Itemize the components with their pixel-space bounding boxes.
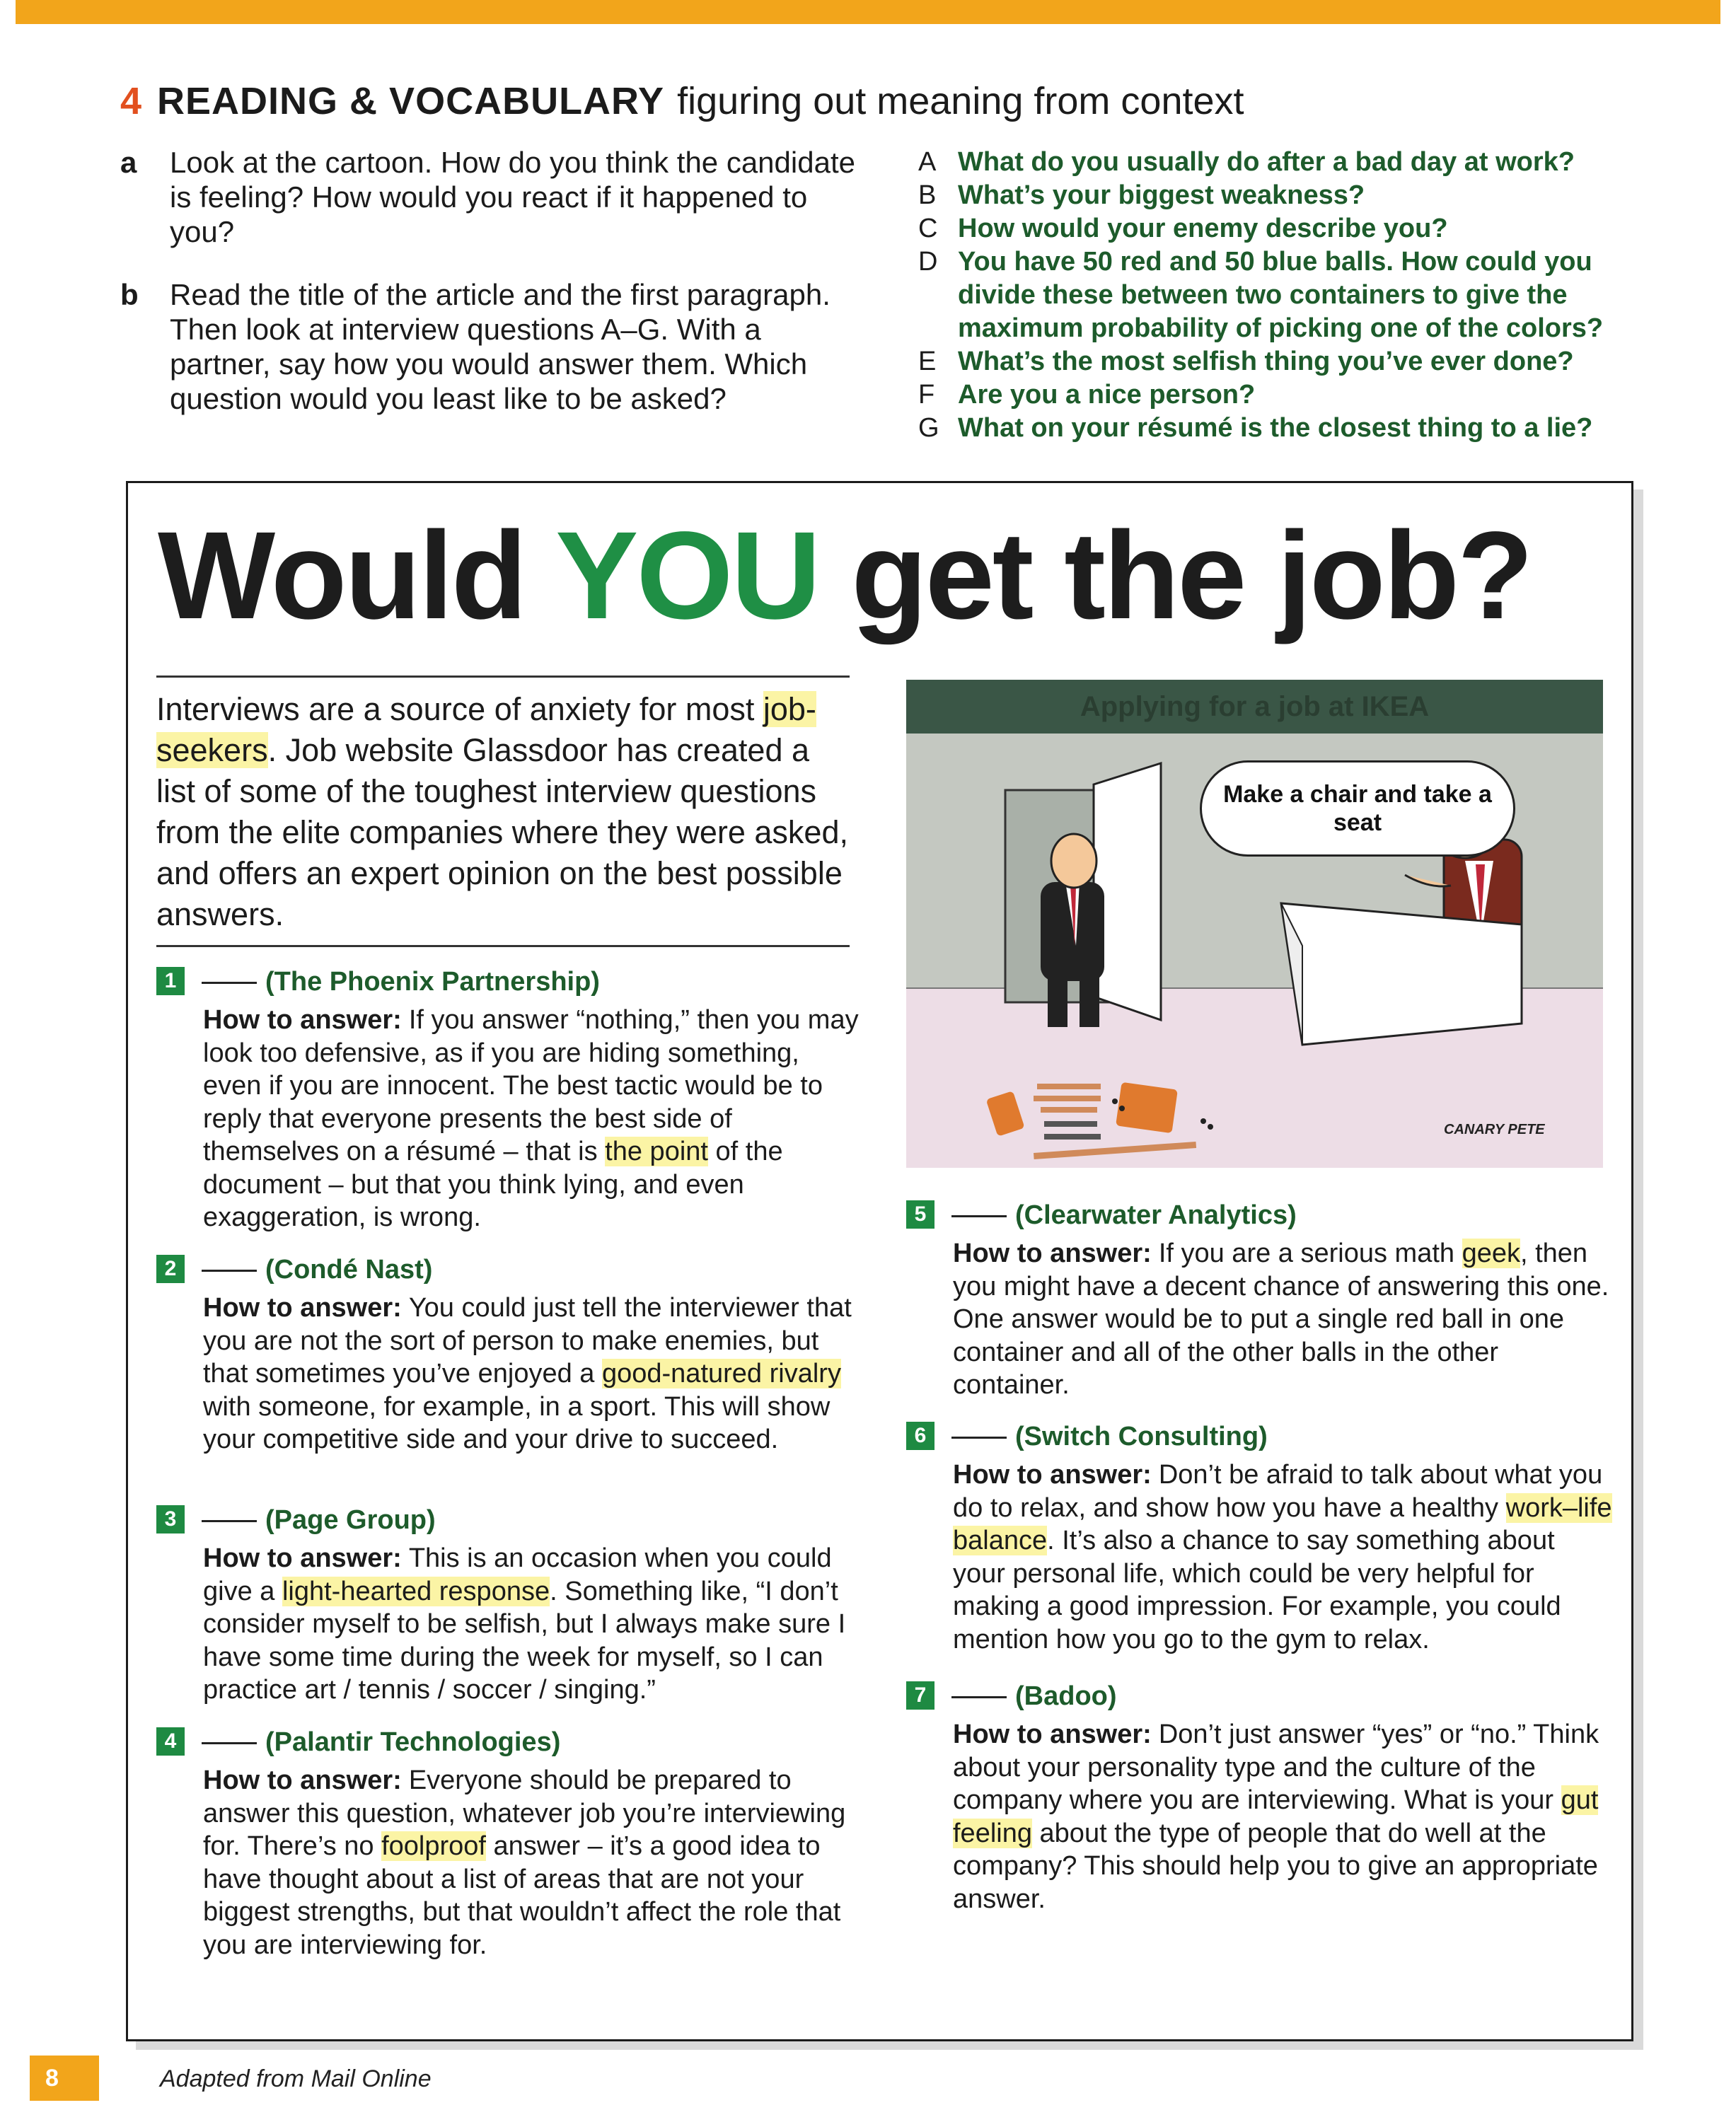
question-text: What’s the most selfish thing you’ve ever done? — [958, 347, 1574, 376]
answer-text: . It’s also a chance to say something about your personal life, which could be very helpful for making a good impression. For example, you could mention how you go to the gym to relax. — [953, 1526, 1561, 1654]
page-number: 8 — [30, 2056, 99, 2101]
question-item — [918, 179, 1626, 212]
answer-text: about the type of people that do well at the company? This should help you to give an appropriate answer. — [953, 1818, 1598, 1914]
answer-body — [203, 1292, 864, 1456]
answer-4 — [156, 1724, 864, 1961]
answer-number: 3 — [156, 1505, 185, 1533]
answer-body — [953, 1459, 1614, 1656]
how-to-answer-label: How to answer: — [953, 1720, 1152, 1749]
answer-blank[interactable] — [202, 1520, 257, 1522]
answer-heading — [906, 1419, 1614, 1454]
answer-company: (Badoo) — [1015, 1681, 1117, 1711]
top-color-bar — [16, 0, 1720, 24]
question-letter: F — [918, 380, 935, 410]
answer-company: (Clearwater Analytics) — [1015, 1200, 1297, 1230]
answer-number: 2 — [156, 1255, 185, 1283]
answer-blank[interactable] — [951, 1696, 1007, 1698]
intro-text: . Job website Glassdoor has created a list of some of the toughest interview questions from the elite companies where they were asked, and offers an expert opinion on the best possible answers. — [156, 732, 848, 932]
answer-company: (The Phoenix Partnership) — [265, 967, 600, 997]
answer-blank[interactable] — [951, 1437, 1007, 1439]
answer-heading — [156, 1724, 864, 1760]
cartoon-caption: Applying for a job at IKEA — [906, 680, 1603, 734]
vocab-highlight: foolproof — [381, 1831, 486, 1861]
vocab-highlight: geek — [1462, 1239, 1520, 1268]
answer-number: 6 — [906, 1422, 934, 1450]
answer-blank[interactable] — [951, 1215, 1007, 1217]
answer-heading — [906, 1679, 1614, 1714]
task-text: Look at the cartoon. How do you think the candidate is feeling? How would you react if it happened to you? — [170, 146, 855, 248]
speech-bubble: Make a chair and take a seat — [1200, 760, 1515, 857]
headline-you: YOU — [555, 506, 819, 645]
answer-text: with someone, for example, in a sport. This will show your competitive side and your drive to succeed. — [203, 1391, 831, 1454]
how-to-answer-label: How to answer: — [203, 1766, 402, 1795]
answer-body — [203, 1542, 864, 1707]
task-b — [120, 277, 856, 416]
ikea-cartoon — [906, 680, 1603, 1168]
task-text: Read the title of the article and the first paragraph. Then look at interview questions A–G. With a partner, say how you would answer them. Which question would you least like to be asked? — [170, 278, 831, 415]
question-text: How would your enemy describe you? — [958, 214, 1448, 243]
article-headline — [158, 504, 1532, 647]
question-item — [918, 378, 1626, 412]
answer-text: You could just tell the interviewer that you are not the sort of person to make enemies, but that sometimes you’ve enjoyed a — [203, 1293, 852, 1388]
answer-company: (Switch Consulting) — [1015, 1422, 1268, 1451]
answer-company: (Palantir Technologies) — [265, 1727, 561, 1757]
headline-part1: Would — [158, 506, 526, 645]
answer-text: If you are a serious math — [1158, 1239, 1462, 1268]
answer-heading — [906, 1198, 1614, 1233]
how-to-answer-label: How to answer: — [953, 1460, 1152, 1490]
answer-text: Everyone should be prepared to answer this question, whatever job you’re interviewing for. There’s no — [203, 1766, 846, 1861]
question-letter: B — [918, 180, 937, 210]
question-item — [918, 212, 1626, 245]
answer-blank[interactable] — [202, 1742, 257, 1744]
section-number: 4 — [120, 80, 142, 122]
question-letter: D — [918, 247, 938, 277]
answer-text: If you answer “nothing,” then you may look too defensive, as if you are hiding something, even if you are innocent. The best tactic would be to reply that everyone presents the best side of themselves on a résumé – that is — [203, 1005, 859, 1166]
vocab-highlight: the point — [605, 1137, 708, 1166]
answer-heading — [156, 1502, 864, 1538]
answer-2 — [156, 1252, 864, 1456]
answer-body — [953, 1237, 1614, 1402]
answer-body — [953, 1718, 1614, 1915]
answer-blank[interactable] — [202, 982, 257, 984]
vocab-highlight: gut feeling — [953, 1785, 1599, 1848]
question-item — [918, 412, 1626, 445]
answer-5 — [906, 1198, 1614, 1402]
answer-number: 5 — [906, 1200, 934, 1229]
how-to-answer-label: How to answer: — [203, 1005, 402, 1035]
answer-body — [203, 1004, 864, 1234]
answer-company: (Condé Nast) — [265, 1255, 433, 1285]
question-letter: C — [918, 214, 938, 243]
section-title: READING & VOCABULARY — [157, 80, 665, 122]
question-text: What do you usually do after a bad day at work? — [958, 147, 1575, 177]
answer-text: Don’t just answer “yes” or “no.” Think about your personality type and the culture of the company where you are interviewing. What is your — [953, 1720, 1599, 1815]
interview-questions — [918, 146, 1626, 445]
question-item — [918, 146, 1626, 179]
question-letter: G — [918, 413, 939, 443]
intro-text: Interviews are a source of anxiety for most — [156, 691, 763, 727]
vocab-highlight: good-natured rivalry — [601, 1359, 841, 1388]
answer-body — [203, 1764, 864, 1961]
intro-highlight: job-seekers — [156, 691, 816, 768]
answer-number: 4 — [156, 1727, 185, 1756]
question-letter: A — [918, 147, 937, 177]
how-to-answer-label: How to answer: — [203, 1293, 402, 1323]
task-letter: a — [120, 146, 137, 179]
question-letter: E — [918, 347, 937, 376]
section-header — [120, 79, 1244, 123]
headline-part2: get the job? — [851, 506, 1532, 645]
question-item — [918, 345, 1626, 378]
vocab-highlight: light-hearted response — [282, 1576, 550, 1606]
task-letter: b — [120, 278, 139, 311]
article-intro — [156, 676, 850, 947]
how-to-answer-label: How to answer: — [953, 1239, 1152, 1268]
question-text: Are you a nice person? — [958, 380, 1256, 410]
answer-text: , then you might have a decent chance of answering this one. One answer would be to put a single red ball in one container and all of the other balls in the other container. — [953, 1239, 1609, 1400]
question-text: You have 50 red and 50 blue balls. How could you divide these between two containers to give the maximum probability of picking one of the colors? — [958, 247, 1604, 343]
answer-text: . Something like, “I don’t consider myself to be selfish, but I always make sure I have some time during the week for myself, so I can practice art / tennis / soccer / singing.” — [203, 1576, 846, 1705]
section-subtitle: figuring out meaning from context — [677, 80, 1244, 122]
answer-company: (Page Group) — [265, 1505, 436, 1535]
question-item — [918, 245, 1626, 345]
cartoonist-signature: CANARY PETE — [1444, 1122, 1545, 1137]
answer-text: of the document – but that you think lying, and even exaggeration, is wrong. — [203, 1137, 783, 1232]
answer-1 — [156, 964, 864, 1234]
answer-text: Don’t be afraid to talk about what you do to relax, and show how you have a healthy — [953, 1460, 1603, 1523]
question-text: What’s your biggest weakness? — [958, 180, 1365, 210]
article-box — [126, 481, 1633, 2041]
answer-heading — [156, 1252, 864, 1287]
answer-blank[interactable] — [202, 1270, 257, 1272]
cartoon-door — [1094, 763, 1161, 1020]
answer-text: answer – it’s a good idea to have thought about a list of areas that are not your biggest strengths, but that wouldn’t affect the role that you are interviewing for. — [203, 1831, 841, 1960]
vocab-highlight: work–life balance — [953, 1492, 1612, 1555]
how-to-answer-label: How to answer: — [203, 1543, 402, 1573]
answer-text: This is an occasion when you could give a — [203, 1543, 832, 1606]
answer-3 — [156, 1502, 864, 1707]
answer-7 — [906, 1679, 1614, 1915]
answer-6 — [906, 1419, 1614, 1656]
answer-heading — [156, 964, 864, 999]
source-credit: Adapted from Mail Online — [160, 2065, 432, 2092]
cartoon-desk — [1281, 903, 1522, 1045]
answer-number: 1 — [156, 967, 185, 995]
task-a — [120, 145, 856, 249]
question-text: What on your résumé is the closest thing to a lie? — [958, 413, 1593, 443]
answer-number: 7 — [906, 1681, 934, 1710]
